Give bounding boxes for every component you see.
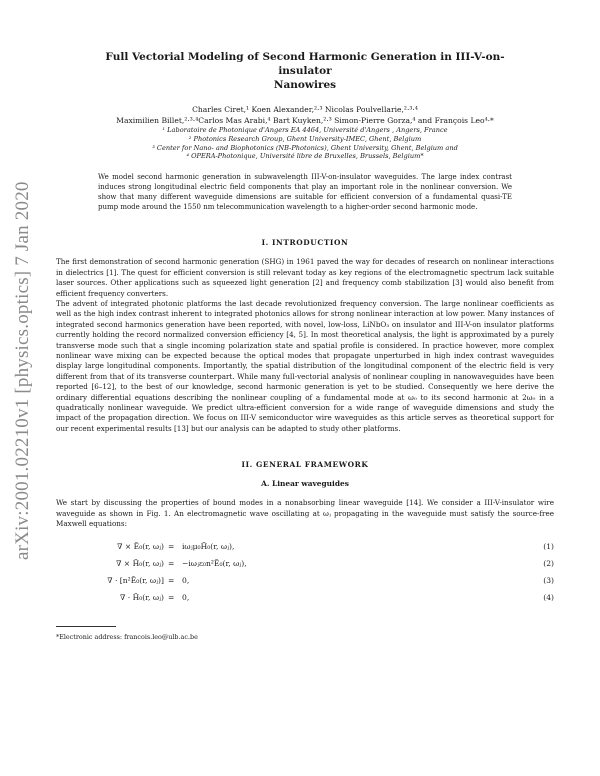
framework-paragraph-1: We start by discussing the properties of bound modes in a nonabsorbing linear waveguide [14]. We consider a III-V-insulator wire waveguide as shown in Fig. 1. An electromagnetic wave oscillating at ωⱼ propagating in the waveguide must satisfy the source-free Maxwell equations: <box>56 498 554 529</box>
maxwell-equations <box>56 538 554 606</box>
affiliations <box>56 126 554 161</box>
title-line-2: Nanowires <box>273 79 337 91</box>
equation-lhs: ∇ · H̃₀(r, ωⱼ) <box>120 592 164 602</box>
equation-row <box>56 555 554 572</box>
equation-number: (4) <box>543 592 554 602</box>
paper-page <box>56 44 554 641</box>
intro-paragraph-2: The advent of integrated photonic platforms the last decade revolutionized frequency conversion. The large nonlinear coefficients as well as the high index contrast inherent to integrated photonics allows for strong nonlinear interaction at low power. Many instances of integrated second harmonics generation have been reported, with novel, low-loss, LiNbO₃ on insulator and III-V-on insulator platforms currently holding the record normalized conversion efficiency [4, 5]. In most theoretical analysis, the light is approximated by a purely transverse mode such that a single incoming polarization state and spatial profile is considered. In practice however, more complex nonlinear wave mixing can be expected because the optical modes that propagate unperturbed in high index contrast waveguides display large longitudinal components. Importantly, the spatial distribution of the longitudinal component of the electric field is very different from that of its transverse counterpart. While many full-vectorial analysis of nonlinear coupling in nanowaveguides have been reported [6–12], to the best of our knowledge, second harmonic generation is yet to be studied. Consequently we here derive the ordinary differential equations describing the nonlinear coupling of a fundamental mode at ω₀ to its second harmonic at 2ω₀ in a quadratically nonlinear waveguide. We predict ultra-efficient conversion for a wide range of waveguide dimensions and study the impact of the propagation direction. We focus on III-V semiconductor wire waveguides as this article serves as theoretical support for our recent experimental results [13] but our analysis can be adapted to study other platforms. <box>56 299 554 433</box>
authors-line-2: Maximilien Billet,²·³·⁴Carlos Mas Arabi,⁴ Bart Kuyken,²·³ Simon-Pierre Gorza,⁴ and François Leo⁴·* <box>116 116 494 125</box>
equation-lhs: ∇ · [n²Ẽ₀(r, ωⱼ)] <box>107 575 164 585</box>
affiliation-3: ³ Center for Nano- and Biophotonics (NB-Photonics), Ghent University, Ghent, Belgium and <box>152 143 458 152</box>
intro-paragraph-1: The first demonstration of second harmonic generation (SHG) in 1961 paved the way for decades of research on nonlinear interactions in dielectrics [1]. The quest for efficient conversion is still relevant today as key regions of the electromagnetic spectrum lack suitable laser sources. Other applications such as squeezed light generation [2] and frequency comb stabilization [3] would also benefit from efficient frequency converters. <box>56 257 554 298</box>
equals-sign: = <box>168 592 175 602</box>
equation-number: (1) <box>543 541 554 551</box>
subsection-heading-linear-waveguides: A. Linear waveguides <box>261 479 349 489</box>
title-line-1: Full Vectorial Modeling of Second Harmonic Generation in III-V-on-insulator <box>105 51 505 77</box>
equation-lhs: ∇ × Ẽ₀(r, ωⱼ) <box>117 541 164 551</box>
equation-lhs: ∇ × H̃₀(r, ωⱼ) <box>116 558 164 568</box>
equation-row <box>56 589 554 606</box>
equals-sign: = <box>168 575 175 585</box>
equation-rhs: 0, <box>182 575 190 585</box>
author-list <box>56 104 554 126</box>
equals-sign: = <box>168 558 175 568</box>
section-heading-introduction: I. INTRODUCTION <box>261 238 349 248</box>
equation-rhs: 0, <box>182 592 190 602</box>
authors-line-1: Charles Ciret,¹ Koen Alexander,²·³ Nicolas Poulvellarie,²·³·⁴ <box>192 105 418 114</box>
abstract: We model second harmonic generation in subwavelength III-V-on-insulator waveguides. The large index contrast induces strong longitudinal electric field components that play an important role in the nonlinear conversion. We show that many different waveguide dimensions are suitable for efficient conversion of a fundamental quasi-TE pump mode around the 1550 nm telecommunication wavelength to a higher-order second harmonic mode. <box>98 173 512 211</box>
equals-sign: = <box>168 541 175 551</box>
equation-rhs: iωⱼμ₀H̃₀(r, ωⱼ), <box>182 541 235 551</box>
affiliation-4: ⁴ OPERA-Photonique, Université libre de Bruxelles, Brussels, Belgium* <box>186 152 424 161</box>
equation-row <box>56 572 554 589</box>
equation-rhs: −iωⱼε₀n²Ẽ₀(r, ωⱼ), <box>182 558 247 568</box>
arxiv-identifier: arXiv:2001.02210v1 [physics.optics] 7 Jan 2020 <box>12 181 33 560</box>
paper-title <box>96 50 514 92</box>
equation-row <box>56 538 554 555</box>
equation-number: (3) <box>543 575 554 585</box>
equation-number: (2) <box>543 558 554 568</box>
section-heading-general-framework: II. GENERAL FRAMEWORK <box>241 460 369 470</box>
footnote-email: *Electronic address: francois.leo@ulb.ac.be <box>56 632 198 641</box>
affiliation-2: ² Photonics Research Group, Ghent University-IMEC, Ghent, Belgium <box>188 134 422 143</box>
affiliation-1: ¹ Laboratoire de Photonique d'Angers EA 4464, Université d'Angers , Angers, France <box>162 126 448 134</box>
footnote-rule <box>56 626 116 627</box>
